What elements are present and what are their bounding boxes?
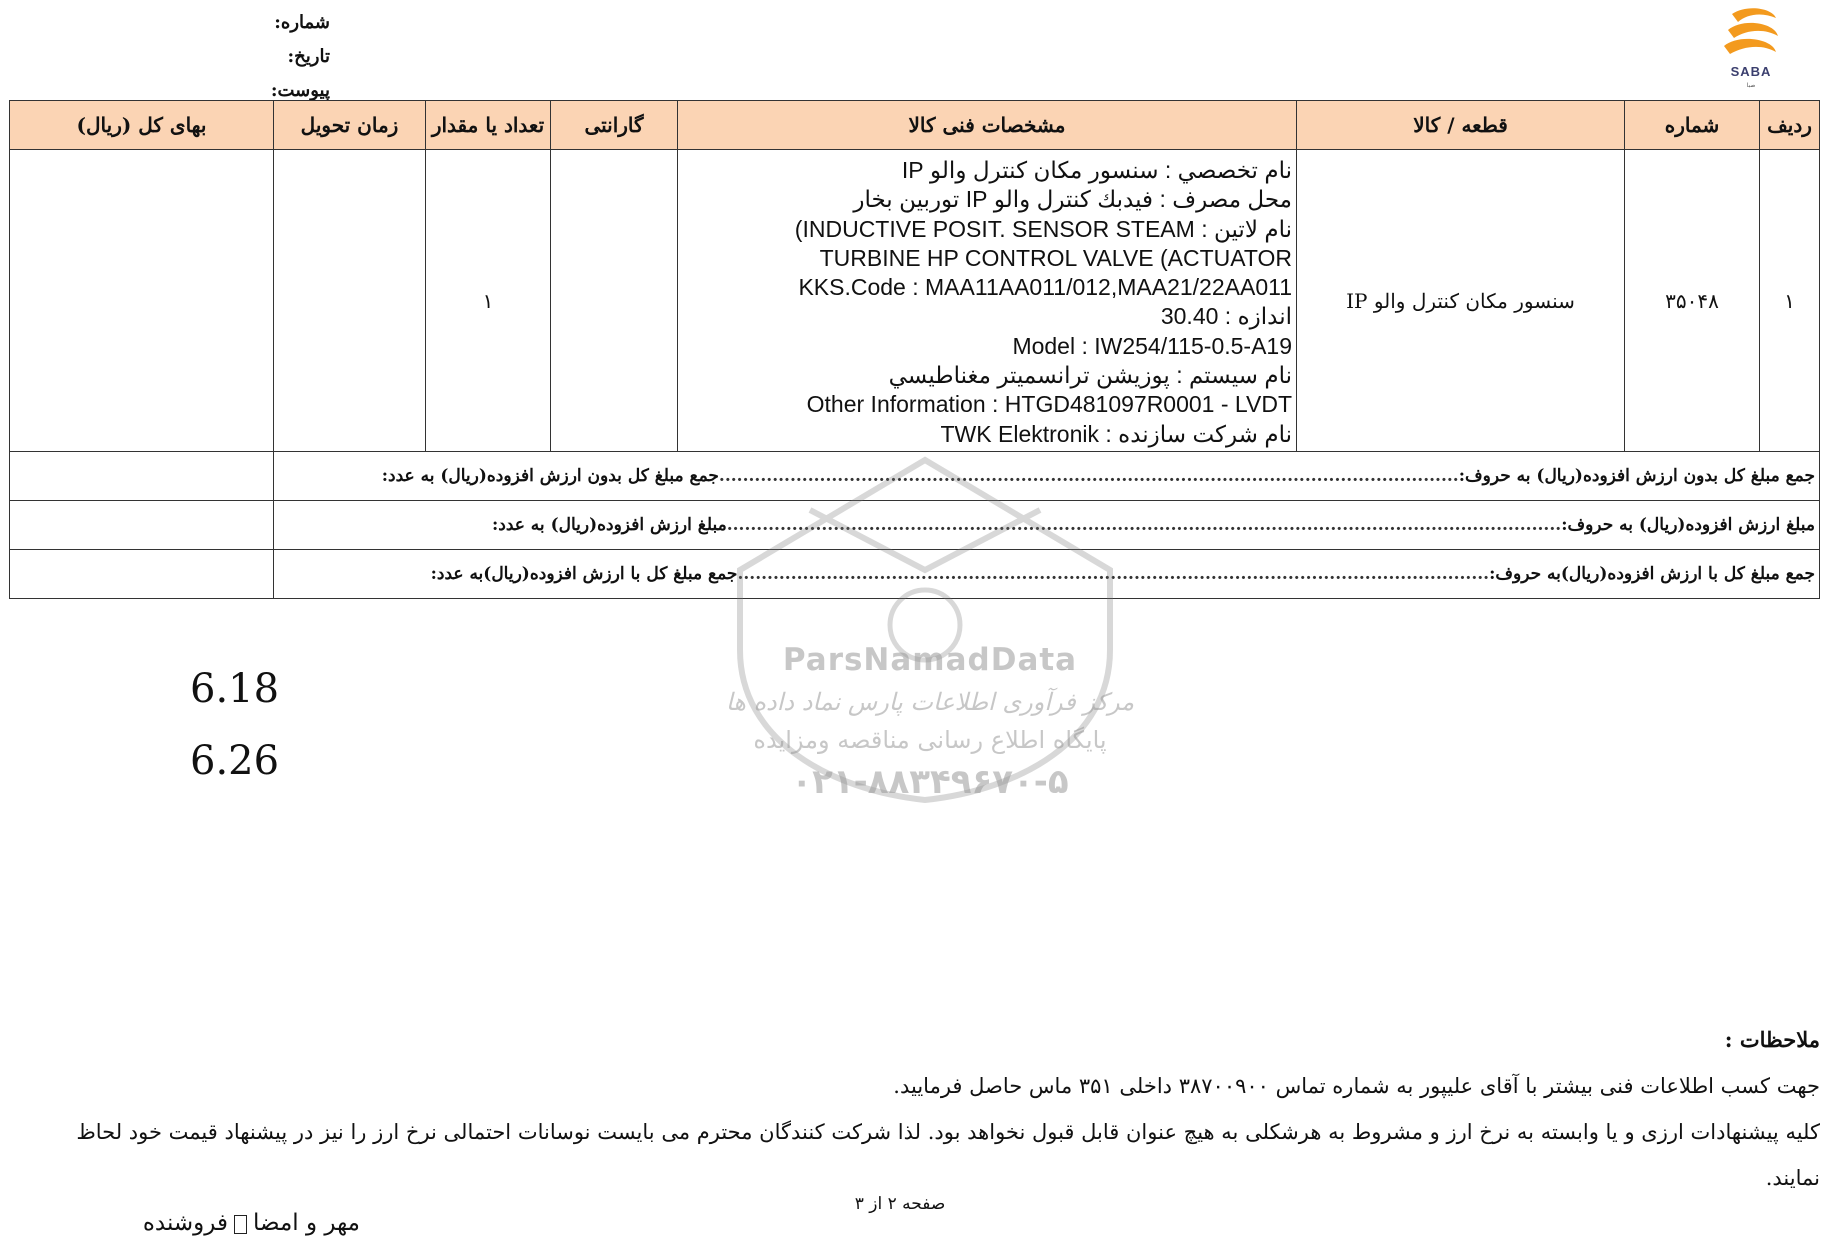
col-header-index: ردیف [1760, 101, 1820, 150]
seller-label: فروشنده [142, 1210, 228, 1236]
company-logo [1692, 4, 1810, 96]
notes-title: ملاحظات : [1724, 1027, 1820, 1052]
seller-seal [100, 1210, 360, 1236]
notes-line: جهت کسب اطلاعات فنی بیشتر با آقای علیپور به شماره تماس ۳۸۷۰۰۹۰۰ داخلی ۳۵۱ ماس حاصل فرمایید. [893, 1074, 1820, 1098]
page-number: صفحه ۲ از ۳ [854, 1194, 946, 1214]
sum-words-label: جمع مبلغ کل بدون ارزش افزوده(ریال) به حروف: [1458, 466, 1815, 486]
meta-date-label: تاریخ: [287, 46, 330, 67]
seal-label: مهر و امضا [252, 1210, 360, 1236]
watermark-line2: پایگاه اطلاع رسانی مناقصه ومزایده [753, 726, 1107, 754]
spec-line: اندازه : 30.40 [1160, 303, 1292, 330]
row-number: ۳۵۰۴۸ [1625, 150, 1760, 452]
sum-words-label: جمع مبلغ کل با ارزش افزوده(ریال)به حروف: [1489, 564, 1815, 584]
watermark-line1: مرکز فرآوری اطلاعات پارس نماد داده ها [725, 688, 1135, 716]
row-quantity: ۱ [426, 150, 551, 452]
watermark-emblem-icon [720, 450, 1130, 810]
note-number-2: 6.26 [190, 738, 280, 784]
col-header-quantity: تعداد یا مقدار [426, 101, 551, 150]
spec-line: TURBINE HP CONTROL VALVE (ACTUATOR [819, 244, 1292, 271]
sum-words-label: مبلغ ارزش افزوده(ریال) به حروف: [1561, 515, 1815, 535]
row-index: ۱ [1760, 150, 1820, 452]
sum-label-cell: مبلغ ارزش افزوده(ریال) به حروف:.............................................................................................................................................مبلغ ارزش افزوده(ریال) به عدد: [274, 501, 1820, 550]
spec-line: نام تخصصي : سنسور مكان كنترل والو IP [901, 157, 1292, 183]
col-header-number: شماره [1625, 101, 1760, 150]
watermark-brand: ParsNamadData [782, 642, 1078, 678]
meta-attachment-label: پیوست: [270, 80, 330, 101]
row-item: سنسور مکان کنترل والو IP [1297, 150, 1625, 452]
spec-line: Other Information : HTGD481097R0001 - LVDT [806, 391, 1292, 418]
sum-number-label: جمع مبلغ کل با ارزش افزوده(ریال)به عدد: [430, 564, 738, 584]
document-meta [130, 6, 330, 108]
meta-number-label: شماره: [274, 12, 330, 33]
spec-line: نام شركت سازنده : TWK Elektronik [940, 420, 1292, 447]
col-header-item: قطعه / کالا [1297, 101, 1625, 150]
table-header-row [10, 101, 1820, 150]
row-spec [678, 150, 1297, 452]
col-header-warranty: گارانتی [551, 101, 678, 150]
row-warranty [551, 150, 678, 452]
watermark-phone: ۰۲۱-۸۸۳۴۹۶۷۰-۵ [791, 762, 1069, 802]
notes-line: کلیه پیشنهادات ارزی و یا وابسته به نرخ ارز و مشروط به هرشکلی به هیچ عنوان قابل قبول نخواهد بود. لذا شرکت کنندگان محترم می بایست نوسانات احتمالی نرخ ارز را نیز در پیشنهاد قیمت خود لحاظ [76, 1120, 1820, 1144]
spec-line: نام لاتين : INDUCTIVE POSIT. SENSOR STEAM) [794, 215, 1292, 242]
spec-line: KKS.Code : MAA11AA011/012,MAA21/22AA011 [798, 274, 1292, 301]
notes-section [76, 1017, 1820, 1201]
logo-text: SABA [1730, 64, 1772, 79]
notes-line: نمایند. [1765, 1166, 1820, 1190]
sum-value-cell[interactable] [10, 550, 274, 599]
row-total [10, 150, 274, 452]
col-header-delivery: زمان تحویل [274, 101, 426, 150]
sum-label-cell: جمع مبلغ کل بدون ارزش افزوده(ریال) به حروف:.............................................................................................................................جمع مبلغ کل بدون ارزش افزوده(ریال) به عدد: [274, 452, 1820, 501]
spec-line: نام سيستم : پوزيشن ترانسميتر مغناطيسي [888, 362, 1292, 389]
sum-number-label: جمع مبلغ کل بدون ارزش افزوده(ریال) به عدد: [381, 466, 719, 486]
col-header-spec: مشخصات فنی کالا [678, 101, 1297, 150]
sum-number-label: مبلغ ارزش افزوده(ریال) به عدد: [491, 515, 727, 535]
sum-value-cell[interactable] [10, 501, 274, 550]
spec-line: Model : IW254/115-0.5-A19 [1012, 332, 1292, 359]
seal-checkbox-icon[interactable] [234, 1215, 247, 1234]
row-delivery [274, 150, 426, 452]
col-header-total: بهای کل (ریال) [10, 101, 274, 150]
table-row [10, 150, 1820, 452]
note-number-1: 6.18 [190, 666, 280, 712]
sum-label-cell: جمع مبلغ کل با ارزش افزوده(ریال)به حروف:...............................................................................................................................جمع مبلغ کل با ارزش افزوده(ریال)به عدد: [274, 550, 1820, 599]
sum-value-cell[interactable] [10, 452, 274, 501]
spec-line: محل مصرف : فيدبك كنترل والو IP توربين بخار [853, 186, 1292, 213]
logo-subtext: صبا [1746, 83, 1756, 89]
logo-mark-icon [1692, 4, 1810, 66]
